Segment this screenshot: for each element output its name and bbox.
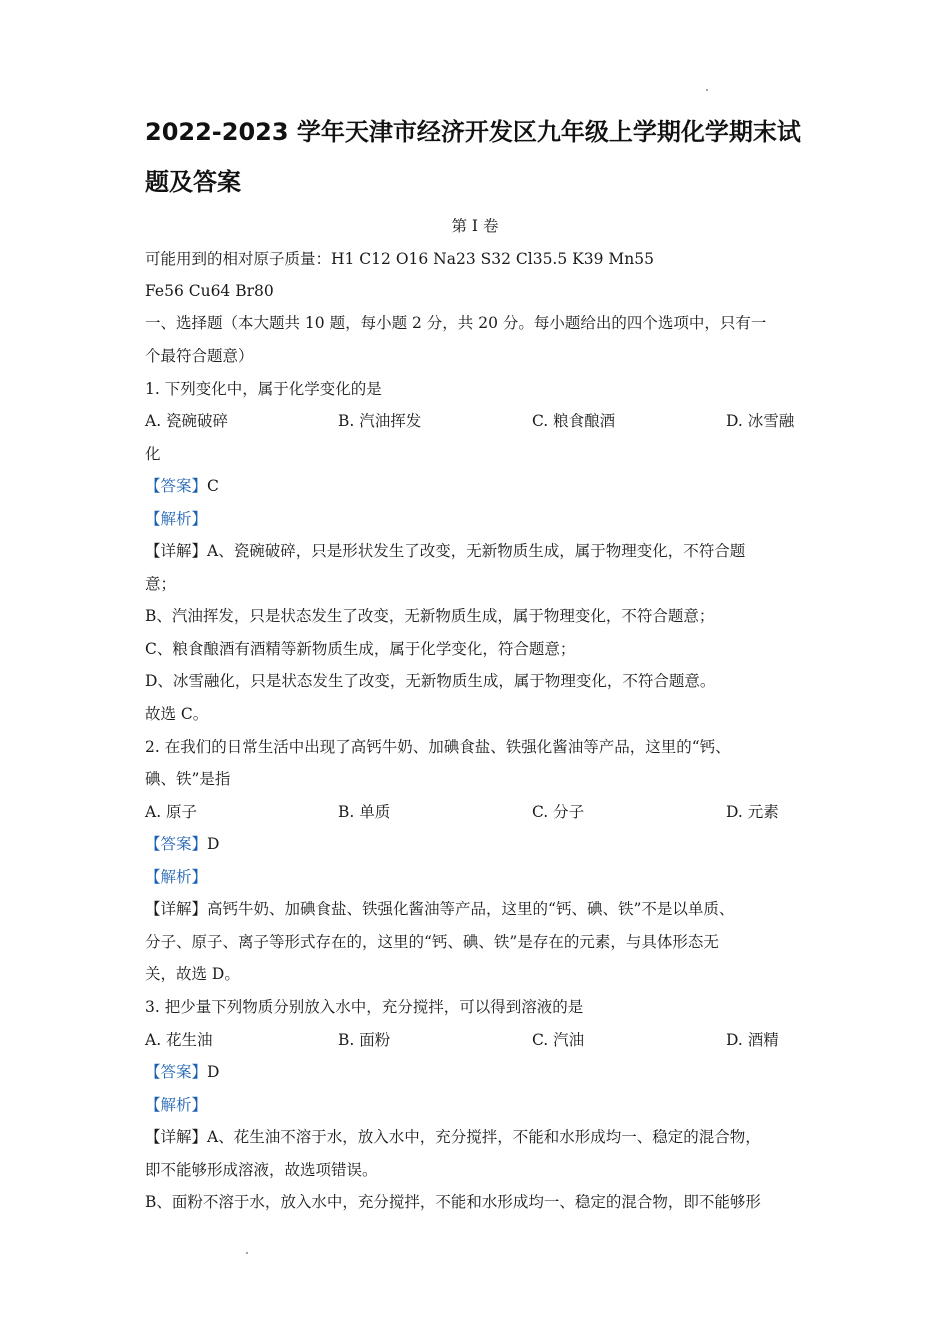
corner-mark-top <box>706 89 708 91</box>
section-heading-line-2: 个最符合题意） <box>145 347 254 365</box>
answer-tag: 【答案】 <box>145 835 208 853</box>
q1-option-d: D. 冰雪融 <box>726 412 795 430</box>
q1-stem: 1. 下列变化中，属于化学变化的是 <box>145 380 382 398</box>
q2-stem-line-1: 2. 在我们的日常生活中出现了高钙牛奶、加碘食盐、铁强化酱油等产品，这里的“钙、 <box>145 738 731 756</box>
atomic-mass-line-1: 可能用到的相对原子质量：H1 C12 O16 Na23 S32 Cl35.5 K39 Mn55 <box>145 250 654 268</box>
q3-stem: 3. 把少量下列物质分别放入水中，充分搅拌，可以得到溶液的是 <box>145 998 584 1016</box>
q2-stem-line-2: 碘、铁”是指 <box>145 770 231 788</box>
section-heading-line-1: 一、选择题（本大题共 10 题，每小题 2 分，共 20 分。每小题给出的四个选项中，只有一 <box>145 314 767 332</box>
q3-detail-line-2: 即不能够形成溶液，故选项错误。 <box>145 1161 378 1179</box>
document-title-line-2: 题及答案 <box>145 168 241 196</box>
q1-answer-value: C <box>207 477 219 495</box>
q3-answer-value: D <box>207 1063 220 1081</box>
detail-tag: 【详解】 <box>145 900 208 918</box>
q3-detail-line-1 <box>145 1127 761 1147</box>
q1-option-a: A. 瓷碗破碎 <box>145 412 229 430</box>
q3-option-b: B. 面粉 <box>338 1031 391 1049</box>
q3-answer <box>145 1062 219 1082</box>
q1-option-b: B. 汽油挥发 <box>338 412 422 430</box>
q1-detail-line-1 <box>145 541 745 561</box>
q2-detail-line-3: 关，故选 D。 <box>145 965 240 983</box>
q1-analysis-tag: 【解析】 <box>145 510 208 528</box>
q2-answer <box>145 834 219 854</box>
detail-tag: 【详解】 <box>145 542 208 560</box>
q1-detail-line-2: 意； <box>145 575 177 593</box>
q2-option-b: B. 单质 <box>338 803 391 821</box>
atomic-mass-line-2: Fe56 Cu64 Br80 <box>145 282 274 300</box>
q3-analysis-tag: 【解析】 <box>145 1096 208 1114</box>
corner-mark-bottom <box>246 1252 248 1254</box>
q2-detail-line-1 <box>145 899 734 919</box>
q2-answer-value: D <box>207 835 220 853</box>
q1-conclusion: 故选 C。 <box>145 705 209 723</box>
q2-detail-line-2: 分子、原子、离子等形式存在的，这里的“钙、碘、铁”是存在的元素，与具体形态无 <box>145 933 719 951</box>
q1-option-c: C. 粮食酿酒 <box>532 412 616 430</box>
volume-heading: 第 I 卷 <box>451 217 499 235</box>
q1-detail-line-4: C、粮食酿酒有酒精等新物质生成，属于化学变化，符合题意； <box>145 640 576 658</box>
answer-tag: 【答案】 <box>145 477 208 495</box>
q1-answer <box>145 476 219 496</box>
document-title-line-1: 2022-2023 学年天津市经济开发区九年级上学期化学期末试 <box>145 118 801 146</box>
q3-detail-line-3: B、面粉不溶于水，放入水中，充分搅拌，不能和水形成均一、稳定的混合物，即不能够形 <box>145 1193 761 1211</box>
q1-detail-text-1: A、瓷碗破碎，只是形状发生了改变，无新物质生成，属于物理变化，不符合题 <box>207 542 746 560</box>
q3-option-d: D. 酒精 <box>726 1031 779 1049</box>
q3-option-c: C. 汽油 <box>532 1031 585 1049</box>
q2-analysis-tag: 【解析】 <box>145 868 208 886</box>
q2-option-c: C. 分子 <box>532 803 585 821</box>
q2-detail-text-1: 高钙牛奶、加碘食盐、铁强化酱油等产品，这里的“钙、碘、铁”不是以单质、 <box>207 900 735 918</box>
detail-tag: 【详解】 <box>145 1128 208 1146</box>
answer-tag: 【答案】 <box>145 1063 208 1081</box>
q2-option-d: D. 元素 <box>726 803 779 821</box>
q1-option-d-wrap: 化 <box>145 445 161 463</box>
q3-option-a: A. 花生油 <box>145 1031 213 1049</box>
q3-detail-text-1: A、花生油不溶于水，放入水中，充分搅拌，不能和水形成均一、稳定的混合物， <box>207 1128 761 1146</box>
q1-detail-line-3: B、汽油挥发，只是状态发生了改变，无新物质生成，属于物理变化，不符合题意； <box>145 607 715 625</box>
q1-detail-line-5: D、冰雪融化，只是状态发生了改变，无新物质生成，属于物理变化，不符合题意。 <box>145 672 716 690</box>
q2-option-a: A. 原子 <box>145 803 198 821</box>
